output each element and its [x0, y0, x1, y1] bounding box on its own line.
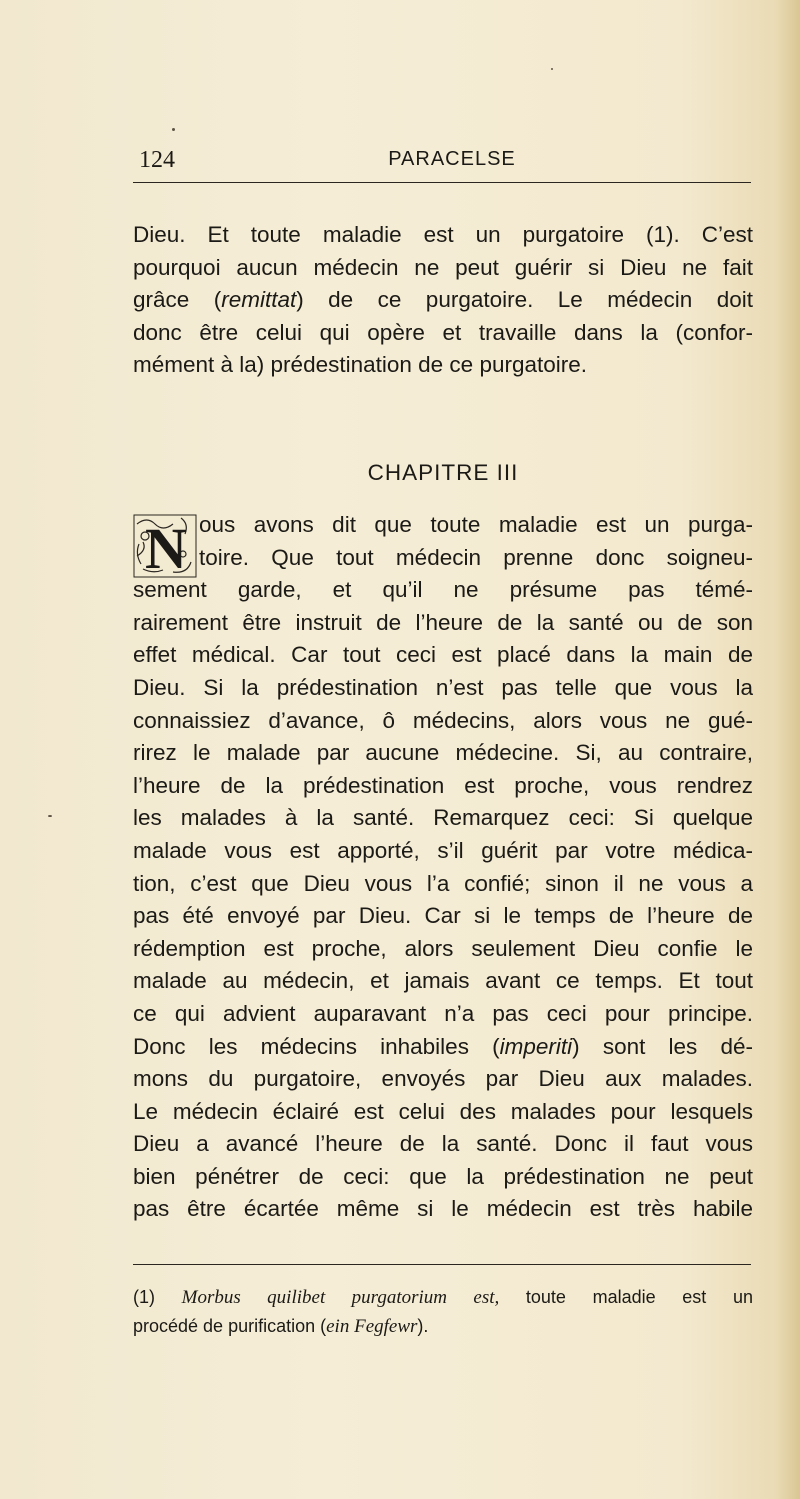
text-line: mément à la) prédestination de ce purgatoire. — [133, 352, 588, 378]
text-line: Donc les médecins inhabiles (imperiti) sont les dé- — [133, 1033, 753, 1059]
text-line: connaissiez d’avance, ô médecins, alors vous ne gué- — [133, 707, 753, 733]
footnote-line: (1) Morbus quilibet purgatorium est, toute maladie est un — [133, 1287, 753, 1308]
footnote-rule — [133, 1264, 751, 1265]
footnote-line: procédé de purification (ein Fegfewr). — [133, 1316, 429, 1337]
text-line: malade vous est apporté, s’il guérit par votre médica- — [133, 837, 753, 863]
text-line: rirez le malade par aucune médecine. Si, au contraire, — [133, 740, 753, 766]
text-line: les malades à la santé. Remarquez ceci: Si quelque — [133, 805, 753, 831]
text-line: rédemption est proche, alors seulement Dieu confie le — [133, 935, 753, 961]
text-line: Dieu. Si la prédestination n’est pas telle que vous la — [133, 674, 753, 700]
footnote-marker: (1) — [133, 1287, 155, 1307]
chapter-heading: CHAPITRE III — [367, 460, 519, 485]
paragraph-1 — [133, 219, 753, 382]
page-header — [133, 145, 751, 177]
text-line: pas être écartée même si le médecin est très habile — [133, 1196, 753, 1222]
svg-text:N: N — [145, 516, 187, 578]
text-line: donc être celui qui opère et travaille dans la (confor- — [133, 319, 753, 345]
text-line: rairement être instruit de l’heure de la santé ou de son — [133, 609, 753, 635]
text-line: bien pénétrer de ceci: que la prédestination ne peut — [133, 1163, 753, 1189]
text-line: Dieu a avancé l’heure de la santé. Donc il faut vous — [133, 1131, 753, 1157]
text-line: pas été envoyé par Dieu. Car si le temps de l’heure de — [133, 903, 753, 929]
footnote-latin: Morbus quilibet purgatorium est, — [181, 1287, 500, 1308]
text-line: pourquoi aucun médecin ne peut guérir si Dieu ne fait — [133, 254, 753, 280]
text-line: Le médecin éclairé est celui des malades pour lesquels — [133, 1098, 753, 1124]
text-line: effet médical. Car tout ceci est placé dans la main de — [133, 642, 753, 668]
text-line: toire. Que tout médecin prenne donc soigneu- — [199, 544, 753, 570]
header-rule — [133, 182, 751, 183]
text-line: mons du purgatoire, envoyés par Dieu aux malades. — [133, 1066, 753, 1092]
text-line: Dieu. Et toute maladie est un purgatoire (1). C’est — [133, 222, 753, 247]
text-line: ous avons dit que toute maladie est un purga- — [199, 512, 753, 537]
footnote — [133, 1283, 753, 1341]
text-line: grâce (remittat) de ce purgatoire. Le médecin doit — [133, 287, 753, 313]
text-line: tion, c’est que Dieu vous l’a confié; sinon il ne vous a — [133, 870, 753, 896]
running-title: PARACELSE — [388, 148, 516, 170]
text-line: l’heure de la prédestination est proche, vous rendrez — [133, 772, 753, 798]
text-line: sement garde, et qu’il ne présume pas témé- — [133, 577, 753, 603]
page-number: 124 — [139, 147, 175, 173]
paragraph-2 — [133, 509, 753, 1226]
text-line: ce qui advient auparavant n’a pas ceci pour principe. — [133, 1000, 753, 1026]
text-line: malade au médecin, et jamais avant ce temps. Et tout — [133, 968, 753, 994]
